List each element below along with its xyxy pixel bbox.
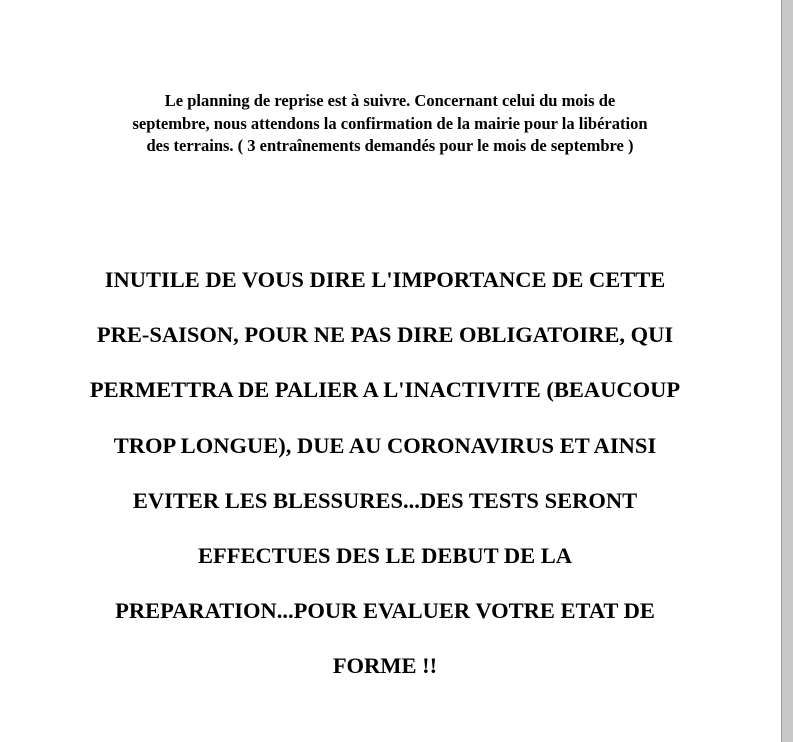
notice-line: PERMETTRA DE PALIER A L'INACTIVITE (BEAUCOUP	[89, 377, 681, 403]
notice-paragraph	[50, 252, 720, 694]
intro-line: Le planning de reprise est à suivre. Concernant celui du mois de	[164, 91, 616, 110]
scrollbar-track[interactable]	[781, 0, 793, 742]
notice-line: PRE-SAISON, POUR NE PAS DIRE OBLIGATOIRE, QUI	[96, 322, 674, 348]
notice-line: EFFECTUES DES LE DEBUT DE LA	[197, 543, 573, 569]
intro-line: septembre, nous attendons la confirmation de la mairie pour la libération	[132, 113, 648, 133]
intro-paragraph	[60, 90, 720, 158]
notice-line: FORME !!	[332, 653, 438, 679]
notice-line: INUTILE DE VOUS DIRE L'IMPORTANCE DE CETTE	[104, 267, 666, 292]
notice-line: EVITER LES BLESSURES...DES TESTS SERONT	[132, 487, 638, 513]
notice-line: PREPARATION...POUR EVALUER VOTRE ETAT DE	[115, 598, 655, 624]
intro-line: des terrains. ( 3 entraînements demandés pour le mois de septembre )	[146, 136, 634, 155]
notice-line: TROP LONGUE), DUE AU CORONAVIRUS ET AINSI	[113, 432, 657, 458]
